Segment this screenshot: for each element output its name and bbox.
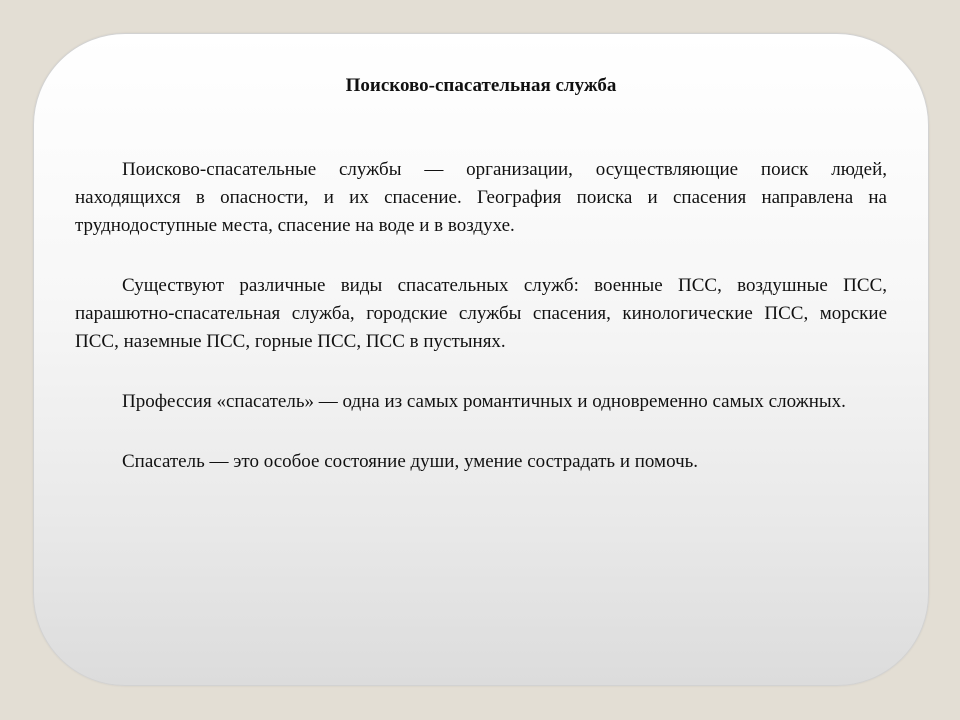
slide-body <box>75 156 887 476</box>
content-card <box>33 33 929 686</box>
paragraph-service-types: Существуют различные виды спасательных служб: военные ПСС, воздушные ПСС, парашютно-спасательная служба, городские службы спасения, кинологические ПСС, морские ПСС, наземные ПСС, горные ПСС, ПСС в пустынях. <box>75 275 887 352</box>
paragraph-profession: Профессия «спасатель» — одна из самых романтичных и одновременно самых сложных. <box>122 391 846 412</box>
paragraph-rescuer: Спасатель — это особое состояние души, умение сострадать и помочь. <box>122 451 699 472</box>
slide-title: Поисково-спасательная служба <box>345 75 617 96</box>
paragraph-definition: Поисково-спасательные службы — организации, осуществляющие поиск людей, находящихся в опасности, и их спасение. География поиска и спасения направлена на труднодоступные места, спасение на воде и в воздухе. <box>75 159 887 236</box>
